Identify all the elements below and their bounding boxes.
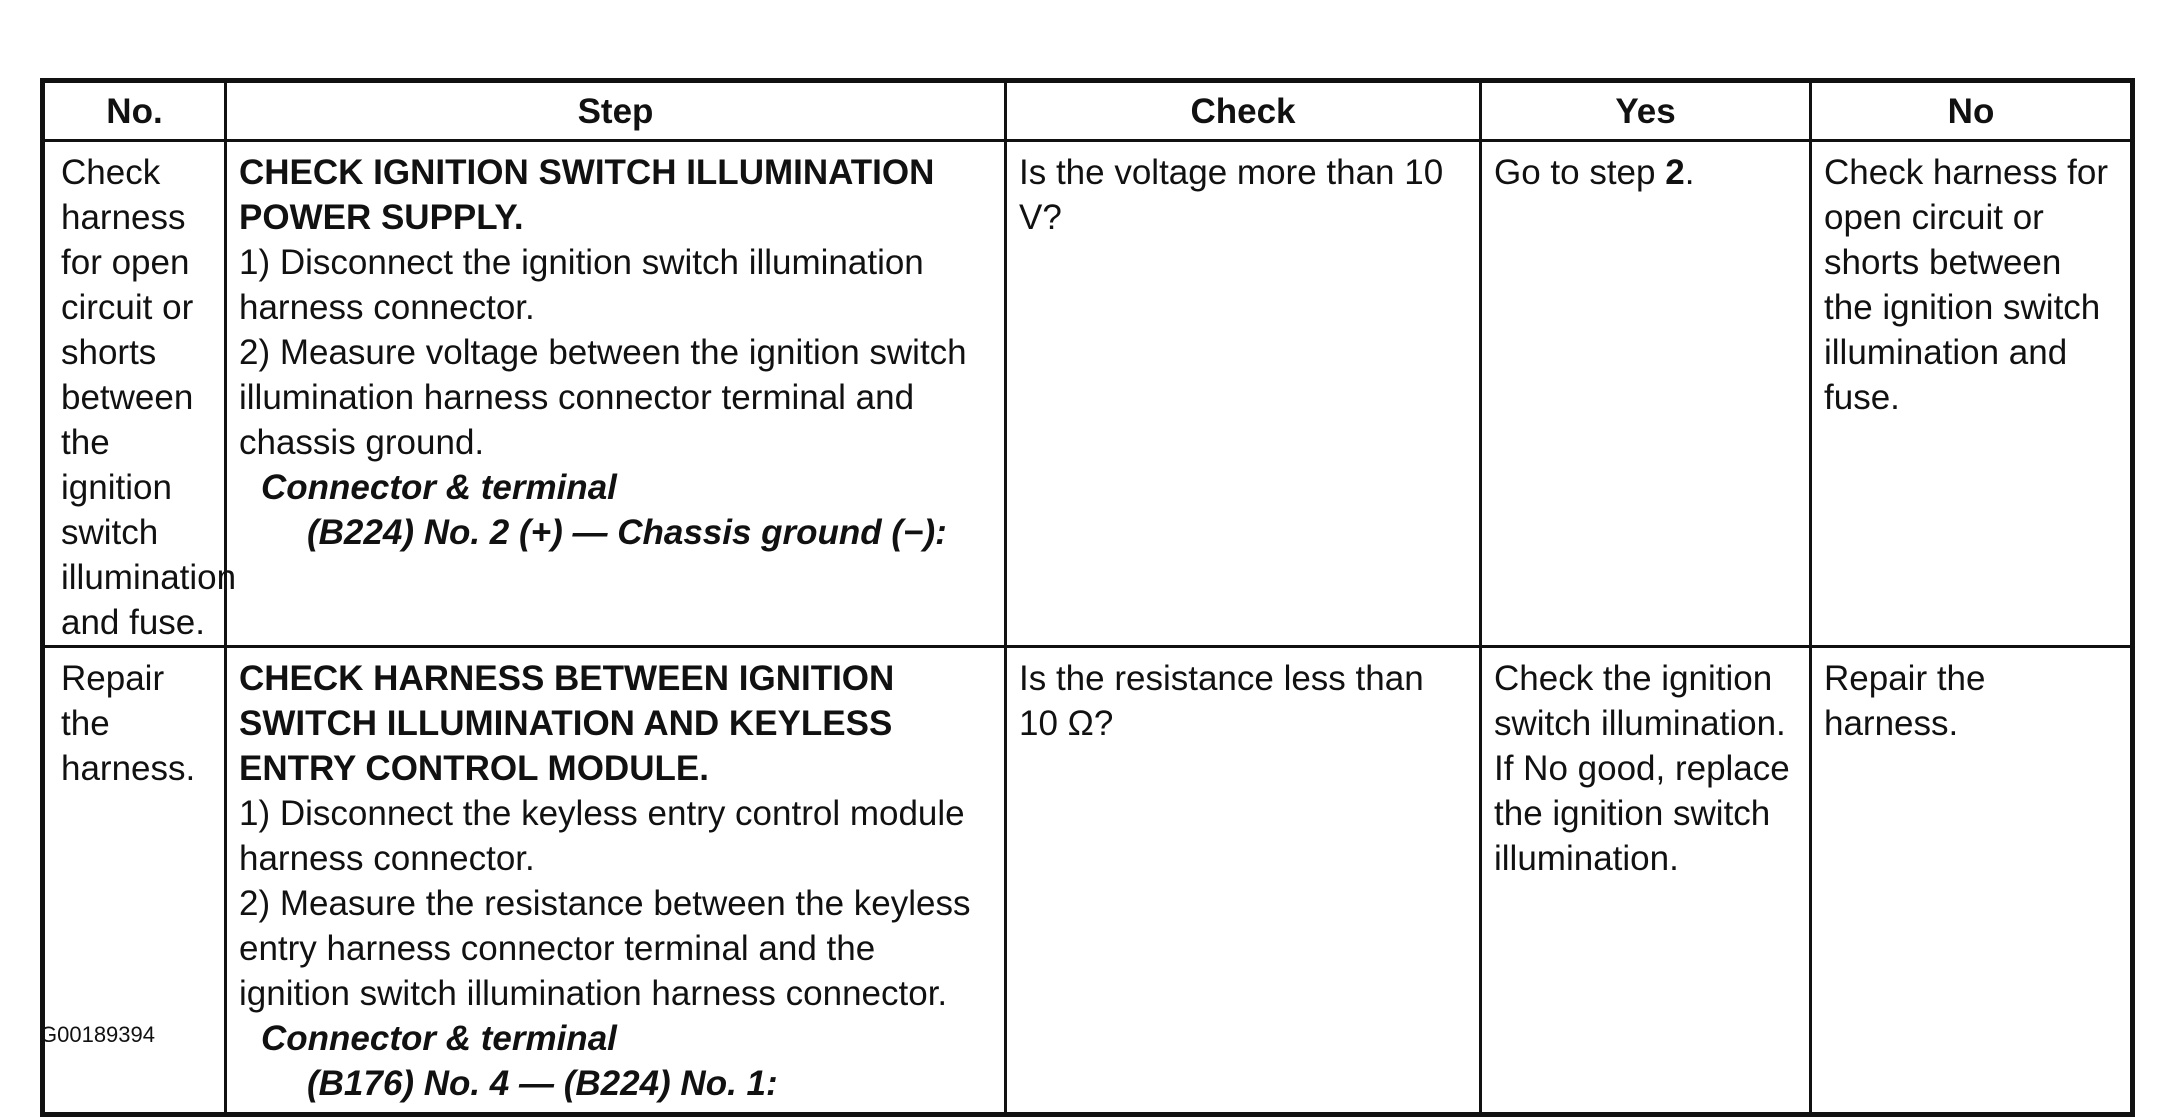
step-number: Check harness for open circuit or shorts between the ignition switch illumination and fuse.: [43, 141, 226, 647]
header-check: Check: [1006, 81, 1481, 141]
connector-terminal: (B176) No. 4 — (B224) No. 1:: [307, 1064, 778, 1103]
check-cell: Is the resistance less than 10 Ω?: [1006, 647, 1481, 1115]
yes-cell: [1481, 141, 1811, 647]
table-row: [43, 647, 2133, 1115]
figure-code: G00189394: [40, 1022, 155, 1047]
connector-label: Connector & terminal: [261, 468, 617, 507]
step-instruction-2: 2) Measure the resistance between the keyless entry harness connector terminal and the ignition switch illumination harness connector.: [239, 884, 971, 1013]
step-instruction-1: 1) Disconnect the keyless entry control module harness connector.: [239, 794, 965, 878]
step-instruction-1: 1) Disconnect the ignition switch illumination harness connector.: [239, 243, 924, 327]
diagnostic-table: [40, 78, 2135, 1117]
header-step: Step: [226, 81, 1006, 141]
yes-step-ref: 2: [1665, 153, 1685, 192]
header-yes: Yes: [1481, 81, 1811, 141]
step-number: Repair the harness.: [43, 647, 226, 1115]
yes-cell: Check the ignition switch illumination. If No good, replace the ignition switch illumination.: [1481, 647, 1811, 1115]
connector-label: Connector & terminal: [261, 1019, 617, 1058]
yes-suffix: .: [1684, 153, 1695, 192]
check-cell: Is the voltage more than 10 V?: [1006, 141, 1481, 647]
step-title: CHECK HARNESS BETWEEN IGNITION SWITCH ILLUMINATION AND KEYLESS ENTRY CONTROL MODULE.: [239, 659, 895, 788]
header-no: No.: [43, 81, 226, 141]
step-cell: [226, 647, 1006, 1115]
no-cell: Repair the harness.: [1811, 647, 2133, 1115]
step-title: CHECK IGNITION SWITCH ILLUMINATION POWER SUPPLY.: [239, 153, 935, 237]
no-cell: Check harness for open circuit or shorts between the ignition switch illumination and fuse.: [1811, 141, 2133, 647]
connector-terminal: (B224) No. 2 (+) — Chassis ground (−):: [307, 513, 947, 552]
header-no-result: No: [1811, 81, 2133, 141]
table-row: [43, 141, 2133, 647]
header-row: [43, 81, 2133, 141]
step-cell: [226, 141, 1006, 647]
step-instruction-2: 2) Measure voltage between the ignition switch illumination harness connector terminal and chassis ground.: [239, 333, 967, 462]
yes-prefix: Go to step: [1494, 153, 1666, 192]
